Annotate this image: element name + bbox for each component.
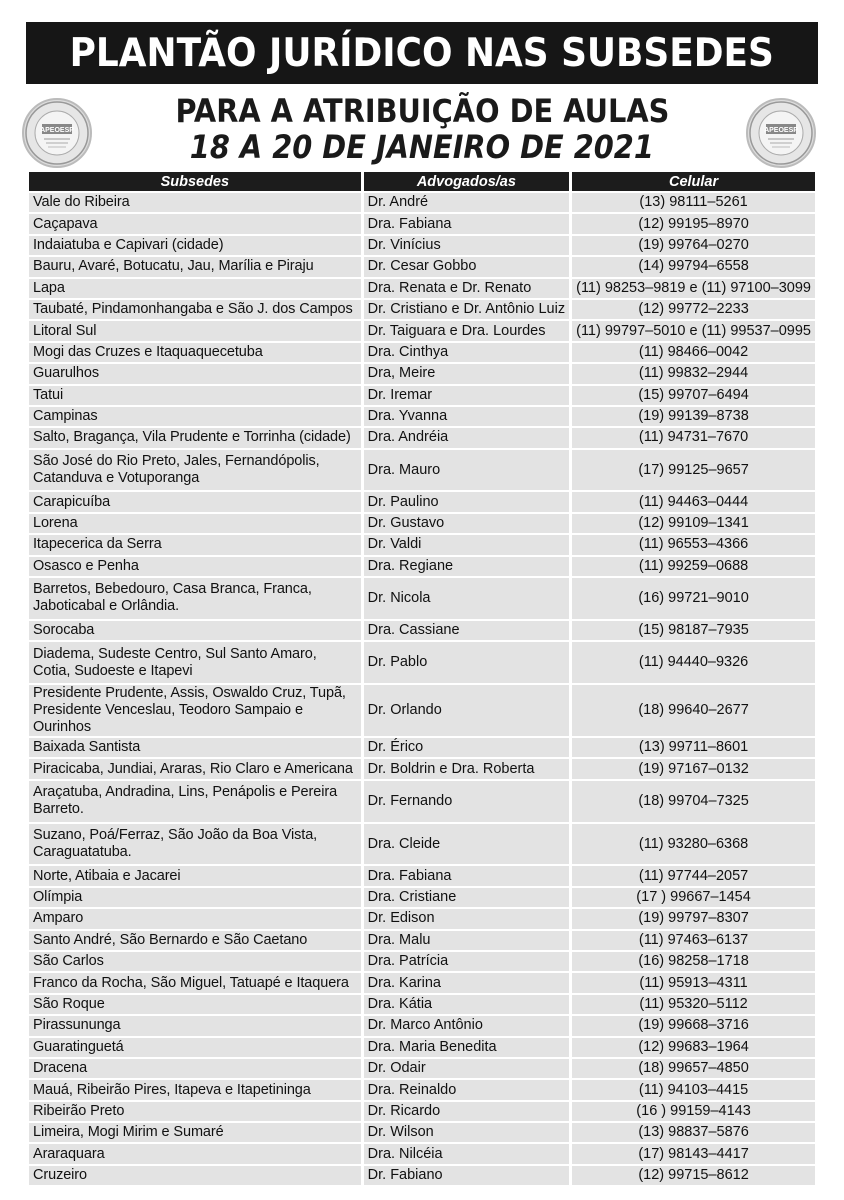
celular-cell: (13) 98837–5876 — [572, 1121, 815, 1142]
celular-cell: (17 ) 99667–1454 — [572, 886, 815, 907]
subtitle-text: PARA A ATRIBUIÇÃO DE AULAS — [175, 92, 669, 130]
table-row — [29, 1142, 815, 1163]
subsede-cell: Presidente Prudente, Assis, Oswaldo Cruz, Tupã, Presidente Venceslau, Teodoro Sampaio e Ourinhos — [29, 683, 361, 736]
seal-org-name: APEOESP — [764, 127, 798, 134]
date-range-text: 18 A 20 DE JANEIRO DE 2021 — [189, 128, 655, 166]
advogado-cell: Dr. Wilson — [364, 1121, 569, 1142]
header-celular: Celular — [572, 172, 815, 191]
table-row — [29, 779, 815, 822]
advogado-cell: Dr. Paulino — [364, 490, 569, 511]
celular-cell: (11) 94463–0444 — [572, 490, 815, 511]
subsede-cell: São Carlos — [29, 950, 361, 971]
subsede-cell: Osasco e Penha — [29, 555, 361, 576]
celular-cell: (18) 99657–4850 — [572, 1057, 815, 1078]
table-row — [29, 212, 815, 233]
celular-cell: (15) 99707–6494 — [572, 384, 815, 405]
table-row — [29, 907, 815, 928]
advogado-cell: Dr. Valdi — [364, 533, 569, 554]
advogado-cell: Dra. Fabiana — [364, 212, 569, 233]
subsede-cell: Dracena — [29, 1057, 361, 1078]
page-title-banner — [26, 22, 818, 84]
table-row — [29, 426, 815, 447]
subsede-cell: São José do Rio Preto, Jales, Fernandópolis, Catanduva e Votuporanga — [29, 448, 361, 491]
table-row — [29, 971, 815, 992]
subsede-cell: Bauru, Avaré, Botucatu, Jau, Marília e Piraju — [29, 255, 361, 276]
advogado-cell: Dr. Vinícius — [364, 234, 569, 255]
subsede-cell: Itapecerica da Serra — [29, 533, 361, 554]
advogado-cell: Dra. Kátia — [364, 993, 569, 1014]
table-row — [29, 736, 815, 757]
subsede-cell: Franco da Rocha, São Miguel, Tatuapé e Itaquera — [29, 971, 361, 992]
advogado-cell: Dra. Malu — [364, 929, 569, 950]
table-row — [29, 255, 815, 276]
celular-cell: (11) 99832–2944 — [572, 362, 815, 383]
celular-cell: (15) 98187–7935 — [572, 619, 815, 640]
advogado-cell: Dra. Karina — [364, 971, 569, 992]
celular-cell: (11) 94440–9326 — [572, 640, 815, 683]
table-header-row — [29, 172, 815, 191]
celular-cell: (12) 99109–1341 — [572, 512, 815, 533]
header-subsedes: Subsedes — [29, 172, 361, 191]
celular-cell: (16) 98258–1718 — [572, 950, 815, 971]
celular-cell: (19) 99139–8738 — [572, 405, 815, 426]
table-row — [29, 864, 815, 885]
celular-cell: (11) 99259–0688 — [572, 555, 815, 576]
subsede-cell: Barretos, Bebedouro, Casa Branca, Franca, Jaboticabal e Orlândia. — [29, 576, 361, 619]
plantao-table — [26, 172, 818, 1185]
celular-cell: (11) 94103–4415 — [572, 1078, 815, 1099]
table-row — [29, 619, 815, 640]
celular-cell: (11) 95913–4311 — [572, 971, 815, 992]
advogado-cell: Dra. Yvanna — [364, 405, 569, 426]
celular-cell: (11) 99797–5010 e (11) 99537–0995 — [572, 319, 815, 340]
table-row — [29, 341, 815, 362]
table-row — [29, 1121, 815, 1142]
celular-cell: (12) 99683–1964 — [572, 1036, 815, 1057]
table-row — [29, 683, 815, 736]
table-row — [29, 822, 815, 865]
celular-cell: (11) 97744–2057 — [572, 864, 815, 885]
advogado-cell: Dr. Érico — [364, 736, 569, 757]
advogado-cell: Dra. Maria Benedita — [364, 1036, 569, 1057]
table-row — [29, 1078, 815, 1099]
table-row — [29, 533, 815, 554]
seal-org-name: APEOESP — [40, 127, 74, 134]
table-row — [29, 993, 815, 1014]
celular-cell: (19) 99668–3716 — [572, 1014, 815, 1035]
advogado-cell: Dr. Nicola — [364, 576, 569, 619]
advogado-cell: Dr. Orlando — [364, 683, 569, 736]
celular-cell: (19) 97167–0132 — [572, 757, 815, 778]
advogado-cell: Dr. Odair — [364, 1057, 569, 1078]
subsede-cell: Cruzeiro — [29, 1164, 361, 1185]
celular-cell: (16) 99721–9010 — [572, 576, 815, 619]
subsede-cell: Lapa — [29, 277, 361, 298]
advogado-cell: Dr. Pablo — [364, 640, 569, 683]
subsede-cell: Caçapava — [29, 212, 361, 233]
table-row — [29, 950, 815, 971]
table-row — [29, 576, 815, 619]
celular-cell: (14) 99794–6558 — [572, 255, 815, 276]
advogado-cell: Dra. Patrícia — [364, 950, 569, 971]
celular-cell: (11) 93280–6368 — [572, 822, 815, 865]
advogado-cell: Dr. Ricardo — [364, 1100, 569, 1121]
table-row — [29, 555, 815, 576]
subsede-cell: Norte, Atibaia e Jacarei — [29, 864, 361, 885]
table-row — [29, 405, 815, 426]
celular-cell: (12) 99195–8970 — [572, 212, 815, 233]
subsede-cell: Campinas — [29, 405, 361, 426]
celular-cell: (18) 99704–7325 — [572, 779, 815, 822]
subsede-cell: Baixada Santista — [29, 736, 361, 757]
table-row — [29, 298, 815, 319]
table-row — [29, 384, 815, 405]
advogado-cell: Dr. Iremar — [364, 384, 569, 405]
subsede-cell: Mauá, Ribeirão Pires, Itapeva e Itapetininga — [29, 1078, 361, 1099]
advogado-cell: Dra. Renata e Dr. Renato — [364, 277, 569, 298]
table-row — [29, 512, 815, 533]
advogado-cell: Dra. Fabiana — [364, 864, 569, 885]
subsede-cell: Lorena — [29, 512, 361, 533]
subsede-cell: São Roque — [29, 993, 361, 1014]
subsede-cell: Amparo — [29, 907, 361, 928]
advogado-cell: Dra. Reinaldo — [364, 1078, 569, 1099]
celular-cell: (19) 99764–0270 — [572, 234, 815, 255]
table-row — [29, 1057, 815, 1078]
celular-cell: (11) 98466–0042 — [572, 341, 815, 362]
advogado-cell: Dra. Cassiane — [364, 619, 569, 640]
table-row — [29, 1164, 815, 1185]
celular-cell: (19) 99797–8307 — [572, 907, 815, 928]
table-row — [29, 191, 815, 212]
celular-cell: (17) 99125–9657 — [572, 448, 815, 491]
date-range — [0, 128, 844, 166]
header-advogados: Advogados/as — [364, 172, 569, 191]
celular-cell: (11) 97463–6137 — [572, 929, 815, 950]
subsede-cell: Guarulhos — [29, 362, 361, 383]
celular-cell: (11) 96553–4366 — [572, 533, 815, 554]
table-row — [29, 929, 815, 950]
celular-cell: (12) 99715–8612 — [572, 1164, 815, 1185]
advogado-cell: Dr. Marco Antônio — [364, 1014, 569, 1035]
celular-cell: (11) 94731–7670 — [572, 426, 815, 447]
subsede-cell: Pirassununga — [29, 1014, 361, 1035]
celular-cell: (16 ) 99159–4143 — [572, 1100, 815, 1121]
subsede-cell: Santo André, São Bernardo e São Caetano — [29, 929, 361, 950]
advogado-cell: Dr. Boldrin e Dra. Roberta — [364, 757, 569, 778]
subsede-cell: Diadema, Sudeste Centro, Sul Santo Amaro, Cotia, Sudoeste e Itapevi — [29, 640, 361, 683]
table-row — [29, 886, 815, 907]
subsede-cell: Taubaté, Pindamonhangaba e São J. dos Campos — [29, 298, 361, 319]
subsede-cell: Araçatuba, Andradina, Lins, Penápolis e Pereira Barreto. — [29, 779, 361, 822]
advogado-cell: Dra. Andréia — [364, 426, 569, 447]
subsede-cell: Suzano, Poá/Ferraz, São João da Boa Vista, Caraguatatuba. — [29, 822, 361, 865]
subsede-cell: Indaiatuba e Capivari (cidade) — [29, 234, 361, 255]
celular-cell: (12) 99772–2233 — [572, 298, 815, 319]
advogado-cell: Dr. Edison — [364, 907, 569, 928]
advogado-cell: Dra, Meire — [364, 362, 569, 383]
subsede-cell: Sorocaba — [29, 619, 361, 640]
page-title: PLANTÃO JURÍDICO NAS SUBSEDES — [69, 30, 775, 76]
subtitle — [0, 92, 844, 130]
subsede-cell: Araraquara — [29, 1142, 361, 1163]
advogado-cell: Dra. Cristiane — [364, 886, 569, 907]
advogado-cell: Dr. Cristiano e Dr. Antônio Luiz — [364, 298, 569, 319]
subsede-cell: Tatui — [29, 384, 361, 405]
advogado-cell: Dra. Nilcéia — [364, 1142, 569, 1163]
advogado-cell: Dr. Fernando — [364, 779, 569, 822]
table-row — [29, 1100, 815, 1121]
subsede-cell: Guaratinguetá — [29, 1036, 361, 1057]
advogado-cell: Dr. André — [364, 191, 569, 212]
subsede-cell: Ribeirão Preto — [29, 1100, 361, 1121]
subsede-cell: Piracicaba, Jundiai, Araras, Rio Claro e Americana — [29, 757, 361, 778]
table-row — [29, 362, 815, 383]
advogado-cell: Dr. Fabiano — [364, 1164, 569, 1185]
table-row — [29, 640, 815, 683]
advogado-cell: Dra. Regiane — [364, 555, 569, 576]
celular-cell: (13) 98111–5261 — [572, 191, 815, 212]
celular-cell: (13) 99711–8601 — [572, 736, 815, 757]
subsede-cell: Olímpia — [29, 886, 361, 907]
table-row — [29, 448, 815, 491]
table-body — [29, 191, 815, 1185]
table-row — [29, 757, 815, 778]
celular-cell: (17) 98143–4417 — [572, 1142, 815, 1163]
advogado-cell: Dr. Cesar Gobbo — [364, 255, 569, 276]
table-row — [29, 1036, 815, 1057]
table-row — [29, 319, 815, 340]
advogado-cell: Dra. Cleide — [364, 822, 569, 865]
subsede-cell: Limeira, Mogi Mirim e Sumaré — [29, 1121, 361, 1142]
table-row — [29, 234, 815, 255]
advogado-cell: Dra. Mauro — [364, 448, 569, 491]
celular-cell: (11) 95320–5112 — [572, 993, 815, 1014]
subsede-cell: Litoral Sul — [29, 319, 361, 340]
subsede-cell: Mogi das Cruzes e Itaquaquecetuba — [29, 341, 361, 362]
subsede-cell: Vale do Ribeira — [29, 191, 361, 212]
advogado-cell: Dra. Cinthya — [364, 341, 569, 362]
table-row — [29, 1014, 815, 1035]
table-row — [29, 490, 815, 511]
advogado-cell: Dr. Taiguara e Dra. Lourdes — [364, 319, 569, 340]
table-row — [29, 277, 815, 298]
advogado-cell: Dr. Gustavo — [364, 512, 569, 533]
subsede-cell: Salto, Bragança, Vila Prudente e Torrinha (cidade) — [29, 426, 361, 447]
celular-cell: (18) 99640–2677 — [572, 683, 815, 736]
subsede-cell: Carapicuíba — [29, 490, 361, 511]
celular-cell: (11) 98253–9819 e (11) 97100–3099 — [572, 277, 815, 298]
